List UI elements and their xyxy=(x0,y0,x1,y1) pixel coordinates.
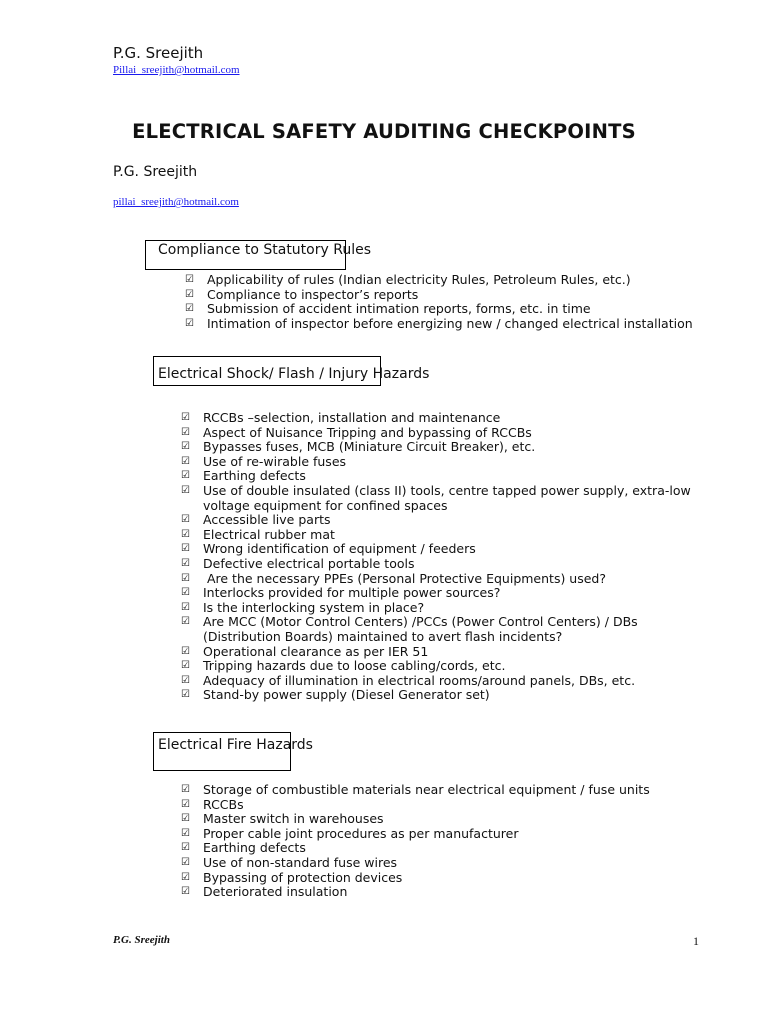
checkbox-icon: ☑ xyxy=(181,601,190,613)
list-item: ☑ Proper cable joint procedures as per manufacturer xyxy=(181,825,519,841)
list-item: ☑ Is the interlocking system in place? xyxy=(181,599,425,615)
list-item: ☑ Electrical rubber mat xyxy=(181,526,335,542)
checklist-fire xyxy=(181,782,650,900)
list-item: ☑ Earthing defects xyxy=(181,840,306,856)
checkbox-icon: ☑ xyxy=(181,674,190,686)
checkbox-icon: ☑ xyxy=(181,514,190,526)
checkbox-icon: ☑ xyxy=(181,798,190,810)
checkbox-icon: ☑ xyxy=(181,455,190,467)
author-name: P.G. Sreejith xyxy=(113,164,198,180)
checkbox-icon: ☑ xyxy=(181,871,190,883)
section-heading-shock: Electrical Shock/ Flash / Injury Hazards xyxy=(158,366,430,382)
checkbox-icon: ☑ xyxy=(181,412,190,423)
checkbox-icon: ☑ xyxy=(181,784,190,795)
checkbox-icon: ☑ xyxy=(181,645,190,657)
checklist-shock xyxy=(181,410,723,703)
list-item: ☑ Use of double insulated (class II) tools, centre tapped power supply, extra-low voltage equipment for confined spaces xyxy=(181,482,691,513)
list-item: ☑ Are the necessary PPEs (Personal Protective Equipments) used? xyxy=(181,570,606,586)
checkbox-icon: ☑ xyxy=(181,813,190,825)
checkbox-icon: ☑ xyxy=(181,484,190,496)
checkbox-icon: ☑ xyxy=(185,303,194,315)
author-email-link[interactable]: pillai_sreejith@hotmail.com xyxy=(113,196,239,208)
section-heading-fire: Electrical Fire Hazards xyxy=(158,737,313,753)
checkbox-icon: ☑ xyxy=(181,528,190,540)
checkbox-icon: ☑ xyxy=(181,616,190,628)
section-heading-compliance: Compliance to Statutory Rules xyxy=(158,242,371,258)
list-item: ☑ Applicability of rules (Indian electricity Rules, Petroleum Rules, etc.) xyxy=(185,272,631,287)
list-item: ☑ RCCBs xyxy=(181,796,244,812)
list-item: ☑ Compliance to inspector’s reports xyxy=(185,286,419,302)
checkbox-icon: ☑ xyxy=(181,827,190,839)
checkbox-icon: ☑ xyxy=(181,689,190,701)
list-item: ☑ Earthing defects xyxy=(181,468,306,484)
list-item: ☑ Storage of combustible materials near electrical equipment / fuse units xyxy=(181,782,650,797)
checklist-compliance xyxy=(185,272,693,331)
checkbox-icon: ☑ xyxy=(181,886,190,898)
list-item: ☑ Tripping hazards due to loose cabling/cords, etc. xyxy=(181,658,506,674)
list-item: ☑ Deteriorated insulation xyxy=(181,884,348,900)
checkbox-icon: ☑ xyxy=(181,557,190,569)
checkbox-icon: ☑ xyxy=(181,587,190,599)
checkbox-icon: ☑ xyxy=(181,543,190,555)
list-item: ☑ Use of non-standard fuse wires xyxy=(181,854,398,870)
checkbox-icon: ☑ xyxy=(181,441,190,453)
checkbox-icon: ☑ xyxy=(185,288,194,300)
checkbox-icon: ☑ xyxy=(181,842,190,854)
checkbox-icon: ☑ xyxy=(185,274,194,285)
list-item: ☑ Interlocks provided for multiple power sources? xyxy=(181,585,501,601)
header-email-link[interactable]: Pillai_sreejith@hotmail.com xyxy=(113,64,240,76)
checkbox-icon: ☑ xyxy=(181,572,190,584)
checkbox-icon: ☑ xyxy=(181,426,190,438)
list-item: ☑ Stand-by power supply (Diesel Generator set) xyxy=(181,687,490,703)
checkbox-icon: ☑ xyxy=(181,856,190,868)
list-item: ☑ RCCBs –selection, installation and maintenance xyxy=(181,410,501,425)
checkbox-icon: ☑ xyxy=(181,660,190,672)
checkbox-icon: ☑ xyxy=(185,317,194,329)
list-item: ☑ Adequacy of illumination in electrical rooms/around panels, DBs, etc. xyxy=(181,672,636,688)
list-item: ☑ Use of re-wirable fuses xyxy=(181,453,347,469)
list-item: ☑ Wrong identification of equipment / feeders xyxy=(181,541,476,557)
footer-author-name: P.G. Sreejith xyxy=(113,934,170,946)
checkbox-icon: ☑ xyxy=(181,470,190,482)
list-item: ☑ Bypasses fuses, MCB (Miniature Circuit Breaker), etc. xyxy=(181,439,536,455)
list-item: ☑ Are MCC (Motor Control Centers) /PCCs (Power Control Centers) / DBs (Distribution Boards) maintained to avert flash incidents? xyxy=(181,614,638,644)
list-item: ☑ Accessible live parts xyxy=(181,512,331,528)
list-item: ☑ Submission of accident intimation reports, forms, etc. in time xyxy=(185,301,591,317)
header-author-name: P.G. Sreejith xyxy=(113,44,204,62)
list-item: ☑ Aspect of Nuisance Tripping and bypassing of RCCBs xyxy=(181,424,532,440)
list-item: ☑ Intimation of inspector before energizing new / changed electrical installation xyxy=(185,315,693,331)
list-item: ☑ Bypassing of protection devices xyxy=(181,869,403,885)
page-number: 1 xyxy=(693,934,699,948)
list-item: ☑ Operational clearance as per IER 51 xyxy=(181,643,429,659)
document-title: ELECTRICAL SAFETY AUDITING CHECKPOINTS xyxy=(132,120,636,143)
list-item: ☑ Master switch in warehouses xyxy=(181,811,384,827)
list-item: ☑ Defective electrical portable tools xyxy=(181,555,415,571)
